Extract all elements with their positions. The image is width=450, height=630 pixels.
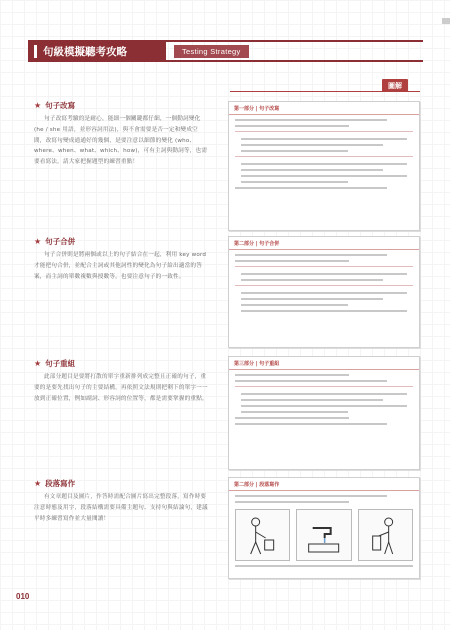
- text-line: [241, 138, 407, 140]
- text-line: [235, 501, 349, 503]
- text-line: [235, 374, 349, 376]
- text-line: [241, 181, 348, 183]
- panel-label: 第二部分 | 句子合併: [229, 237, 419, 250]
- section-title-text: 句子改寫: [45, 101, 76, 110]
- panel-label: 第一部分 | 句子改寫: [229, 102, 419, 115]
- text-line: [235, 119, 387, 121]
- panel-label: 第二部分 | 段落寫作: [229, 478, 419, 491]
- star-icon: ★: [34, 237, 42, 246]
- section-body: 句子改寫考驗的是耐心，能細一個關鍵都仔細，一個動詞變化 (he / she 用語，並形容詞用法)，與不會需要是否一定和變成空間，改寫句變成通通好的幾個，是要注意以細節的變化 (who、where、when、what、which、how)，可有主詞與動詞等，也需要看寫法，請大家把握題型的練習重點！: [34, 116, 208, 166]
- text-line: [241, 310, 407, 312]
- section-reorder: [34, 358, 209, 404]
- header-title-zh: 句級模擬聽考攻略: [43, 45, 127, 58]
- text-line: [241, 273, 407, 275]
- section-title: [34, 100, 209, 111]
- text-line: [235, 565, 413, 567]
- text-line: [235, 260, 349, 262]
- header-rule: [166, 40, 423, 62]
- section-body: 此部分題目是要將打散的單字重新排列成完整且正確的句子，重要的是要先找出句子的主要結構，再依照文法規則把剩下的單字一一放到正確位置，例如副詞、形容詞的位置等，都是需要掌握的重點。: [34, 374, 208, 402]
- text-line: [235, 495, 387, 497]
- illustration-2: [296, 509, 351, 561]
- section-rewrite: [34, 100, 209, 168]
- example-panel-writing: [228, 477, 420, 579]
- text-line: [241, 175, 407, 177]
- page-edge-tab: [442, 18, 450, 24]
- text-line: [235, 417, 349, 419]
- text-line: [241, 150, 348, 152]
- example-panel-rewrite: [228, 101, 420, 231]
- text-line: [241, 163, 407, 165]
- page-header: [28, 40, 423, 62]
- star-icon: ★: [34, 479, 42, 488]
- star-icon: ★: [34, 359, 42, 368]
- text-line: [241, 279, 383, 281]
- person-washing-illustration: [359, 510, 412, 560]
- text-line: [241, 405, 407, 407]
- text-line: [241, 298, 383, 300]
- section-title: [34, 478, 209, 489]
- picture-row: [235, 509, 413, 561]
- header-title-block: [28, 40, 166, 62]
- illustration-3: [358, 509, 413, 561]
- example-box: [235, 285, 413, 312]
- text-line: [235, 125, 349, 127]
- text-line: [241, 393, 407, 395]
- section-writing: [34, 478, 209, 524]
- section-body: 有文章題目及圖片，作答時需配合圖片寫出完整段落，寫作時要注意時態及用字，段落結構需要具備主題句、支持句與結論句，建議平時多練習寫作並大量閱讀！: [34, 494, 208, 522]
- text-line: [235, 254, 387, 256]
- star-icon: ★: [34, 101, 42, 110]
- section-title-text: 句子合併: [45, 237, 76, 246]
- text-line: [241, 169, 383, 171]
- text-line: [235, 380, 387, 382]
- example-box: [235, 266, 413, 281]
- section-title: [34, 236, 209, 247]
- text-line: [241, 144, 383, 146]
- example-panel-combine: [228, 236, 420, 348]
- text-line: [235, 187, 387, 189]
- illustration-1: [235, 509, 290, 561]
- example-panel-reorder: [228, 356, 420, 470]
- person-bucket-illustration: [236, 510, 289, 560]
- example-box: [235, 131, 413, 152]
- section-title-text: 段落寫作: [45, 479, 76, 488]
- text-line: [241, 399, 383, 401]
- example-box: [235, 386, 413, 413]
- section-title-text: 句子重組: [45, 359, 76, 368]
- header-title-en: Testing Strategy: [174, 45, 249, 58]
- diagram-badge: 圖解: [382, 79, 408, 92]
- text-line: [235, 423, 387, 425]
- faucet-illustration: [297, 510, 350, 560]
- badge-rule: [230, 91, 420, 92]
- panel-label: 第三部分 | 句子重組: [229, 357, 419, 370]
- header-bar-icon: [34, 45, 37, 58]
- section-combine: [34, 236, 209, 282]
- text-line: [241, 304, 348, 306]
- section-body: 句子合併則是將兩個或以上的句子結合在一起，利用 key word 才能把句合併，並配合主詞或其他詞性的變化為句子給出適當的答案，而主詞的單數複數與授數等，也要注意句子的一致性。: [34, 252, 207, 280]
- text-line: [241, 292, 407, 294]
- text-line: [241, 411, 348, 413]
- page-number: 010: [16, 592, 30, 601]
- example-box: [235, 156, 413, 183]
- section-title: [34, 358, 209, 369]
